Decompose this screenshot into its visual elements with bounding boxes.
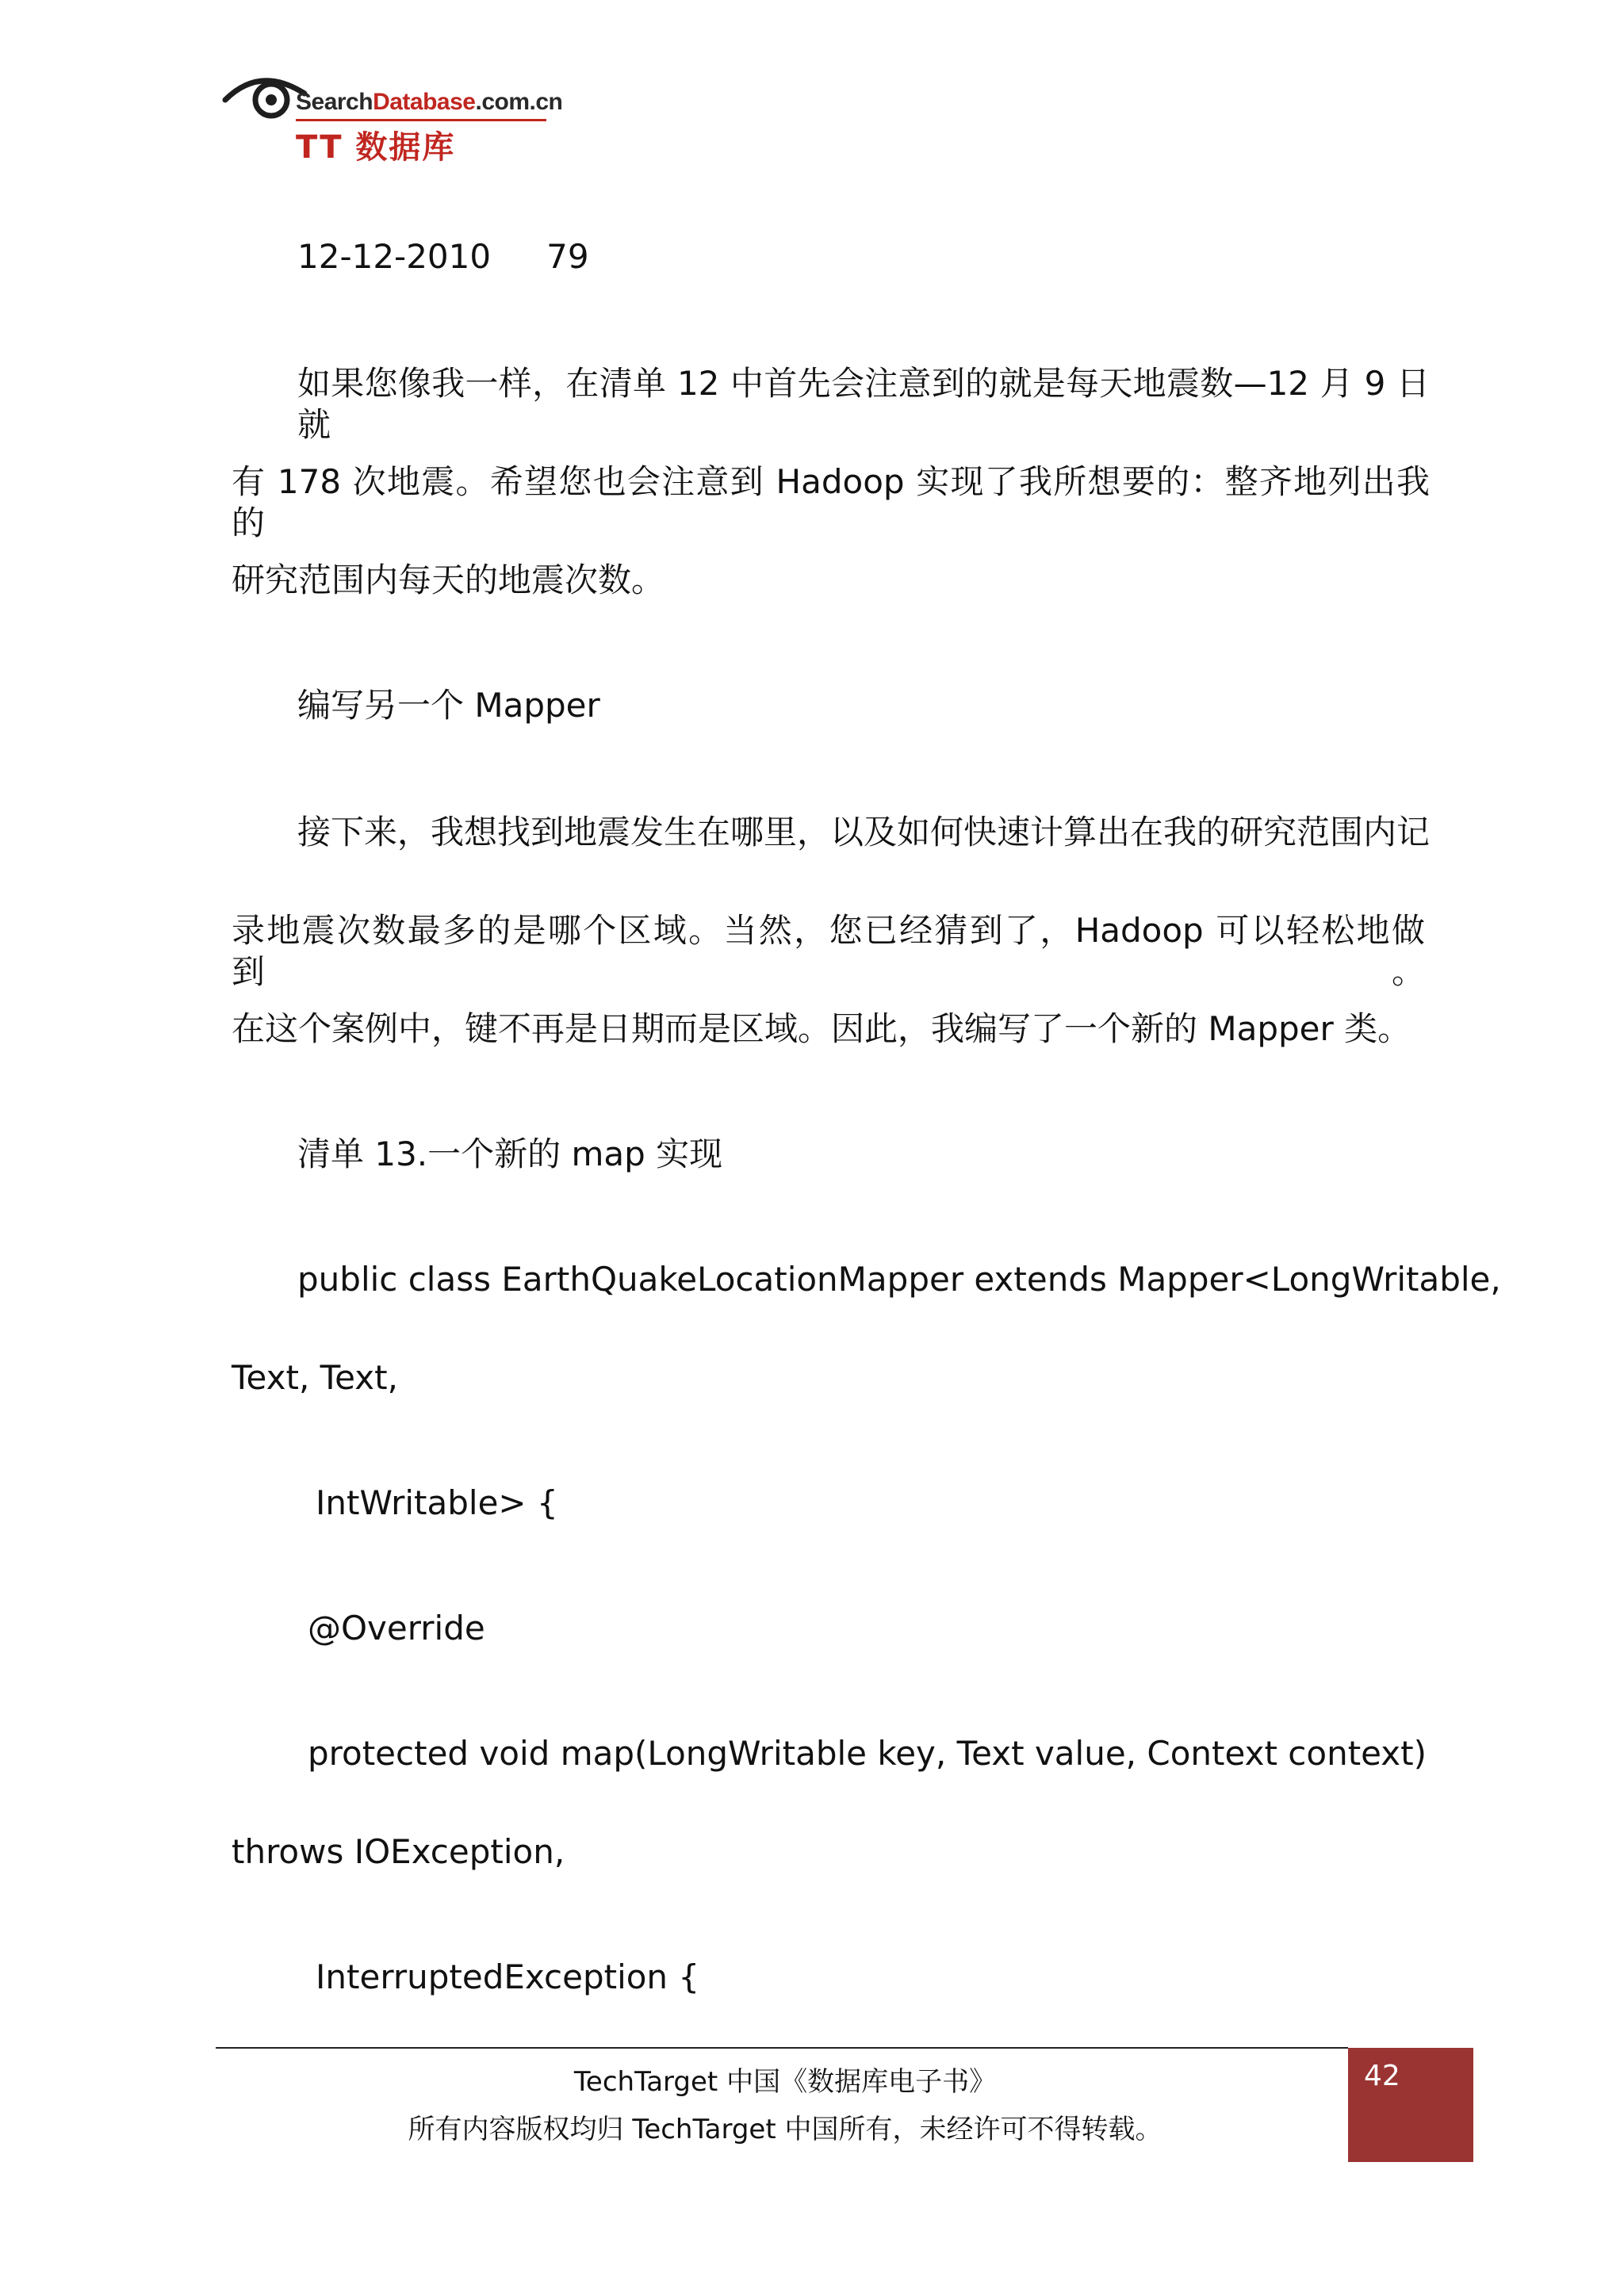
count-value: 79 <box>546 237 589 276</box>
footer-divider <box>216 2047 1348 2049</box>
code-line-2: Text, Text, <box>232 1358 398 1397</box>
para1-line-1: 如果您像我一样，在清单 12 中首先会注意到的就是每天地震数—12 月 9 日就 <box>297 364 1430 444</box>
code-line-6: throws IOException, <box>232 1832 565 1871</box>
para1-line-2: 有 178 次地震。希望您也会注意到 Hadoop 实现了我所想要的：整齐地列出我的 <box>232 462 1430 542</box>
footer-line-1: TechTarget 中国《数据库电子书》 <box>573 2066 997 2098</box>
code-line-7: InterruptedException { <box>316 1957 700 1996</box>
logo-cn-text: TT 数据库 <box>296 129 456 166</box>
code-line-5: protected void map(LongWritable key, Text value, Context context) <box>308 1734 1427 1773</box>
date-value: 12-12-2010 <box>297 237 492 276</box>
logo-site-part2: Database <box>373 89 476 115</box>
para2-line-3: 在这个案例中，键不再是日期而是区域。因此，我编写了一个新的 Mapper 类。 <box>232 1009 1411 1048</box>
para2-line-2: 录地震次数最多的是哪个区域。当然，您已经猜到了，Hadoop 可以轻松地做到。 <box>232 911 1425 991</box>
code-line-1: public class EarthQuakeLocationMapper extends Mapper<LongWritable, <box>297 1260 1501 1299</box>
page-number-box <box>1348 2048 1473 2162</box>
logo-site-part1: Search <box>296 89 373 115</box>
listing-title: 清单 13.一个新的 map 实现 <box>297 1135 723 1173</box>
para2-line-1: 接下来，我想找到地震发生在哪里，以及如何快速计算出在我的研究范围内记 <box>297 813 1431 851</box>
section-heading: 编写另一个 Mapper <box>297 686 600 725</box>
logo-underline <box>296 119 546 121</box>
para1-line-3: 研究范围内每天的地震次数。 <box>232 561 665 599</box>
site-logo <box>222 70 563 166</box>
footer-line-2: 所有内容版权均归 TechTarget 中国所有，未经许可不得转载。 <box>408 2114 1162 2145</box>
logo-site-part3: .com.cn <box>475 89 563 115</box>
page-number: 42 <box>1364 2060 1400 2092</box>
logo-site-name <box>296 89 562 116</box>
code-line-3: IntWritable> { <box>316 1483 558 1522</box>
date-count-line <box>297 236 589 277</box>
code-line-4: @Override <box>308 1609 485 1647</box>
